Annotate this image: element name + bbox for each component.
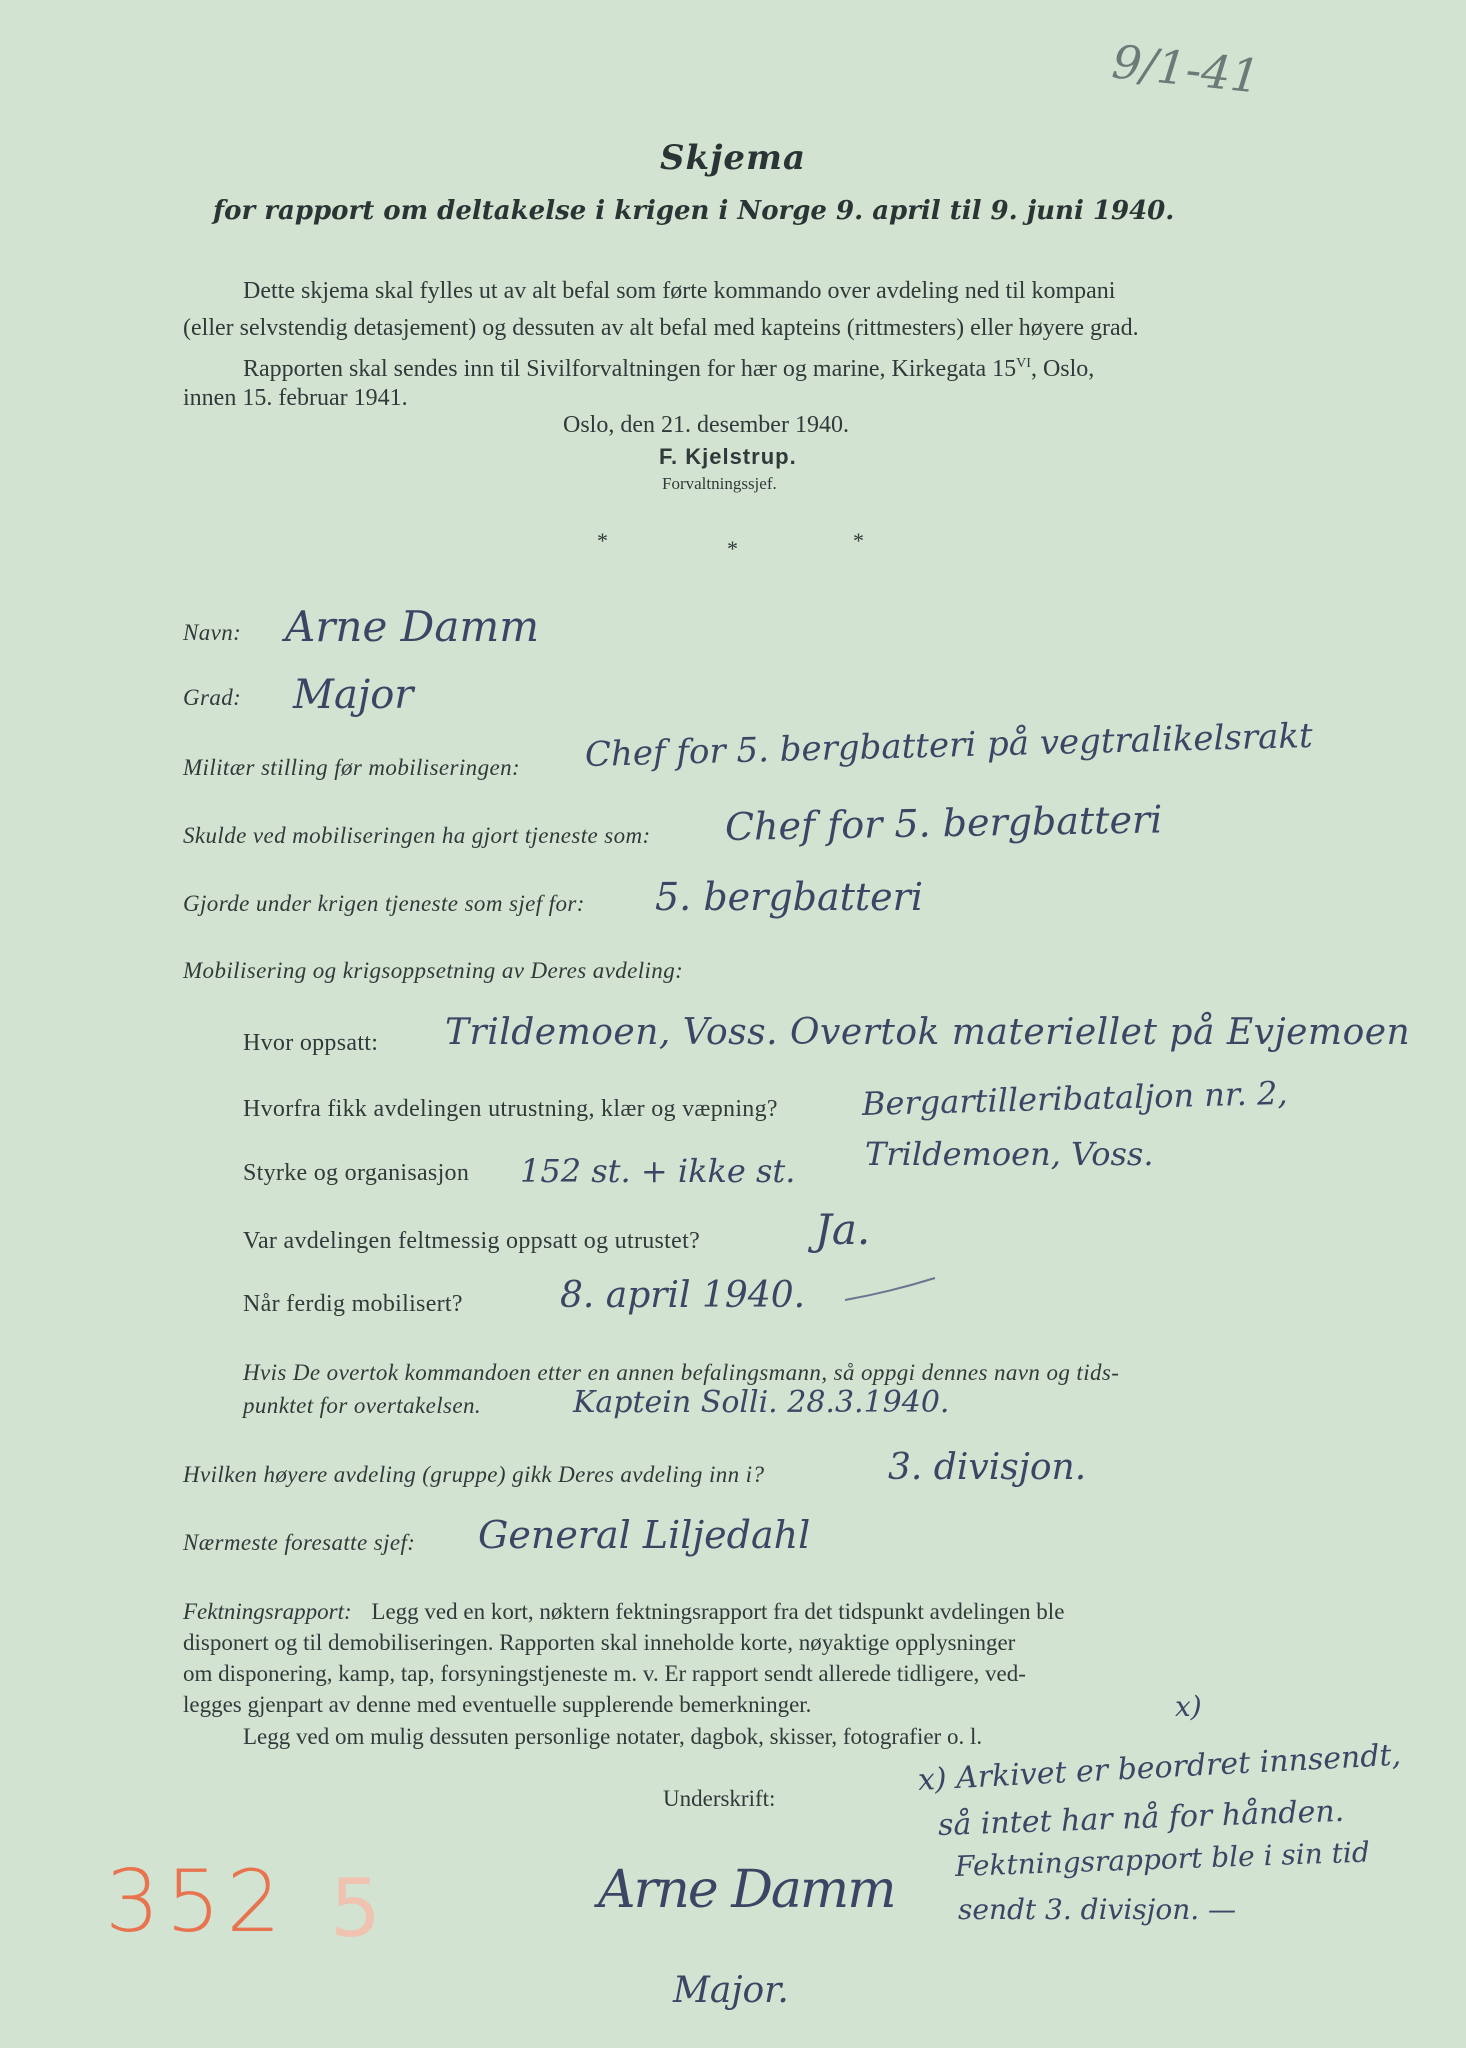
grad-value: Major [293, 672, 414, 718]
hvor-label: Hvor oppsatt: [243, 1030, 379, 1056]
intro-line-3-text: Rapporten skal sendes inn til Sivilforvaltningen for hær og marine, Kirkegata 15 [243, 356, 1017, 382]
styrke-label: Styrke og organisasjon [243, 1160, 470, 1186]
navn-label: Navn: [183, 620, 242, 645]
var-value: Ja. [815, 1205, 871, 1254]
fektning-line-1-text: Legg ved en kort, nøktern fektningsrapport fra det tidspunkt avdelingen ble [371, 1599, 1065, 1624]
form-title: Skjema [659, 138, 807, 178]
hvis-value: Kaptein Solli. 28.3.1940. [573, 1385, 950, 1420]
intro-signer: F. Kjelstrup. [659, 444, 797, 469]
mobilisering-heading: Mobilisering og krigsoppsetning av Deres avdeling: [183, 958, 684, 983]
naar-label: Når ferdig mobilisert? [243, 1291, 463, 1317]
intro-line-2: (eller selvstendig detasjement) og dessuten av alt befal med kapteins (rittmesters) eller høyere grad. [183, 315, 1139, 341]
fektning-line-1 [183, 1596, 1064, 1627]
fektning-label: Fektningsrapport: [183, 1599, 352, 1624]
intro-line-3-post: , Oslo, [1030, 356, 1095, 382]
intro-place-date: Oslo, den 21. desember 1940. [563, 412, 849, 438]
separator-star: * [853, 528, 864, 553]
intro-line-4: innen 15. februar 1941. [183, 385, 408, 411]
form-subtitle: for rapport om deltakelse i krigen i Norge 9. april til 9. juni 1940. [213, 196, 1175, 226]
signature-rank: Major. [673, 1970, 789, 2011]
fektning-line-5: Legg ved om mulig dessuten personlige notater, dagbok, skisser, fotografier o. l. [243, 1724, 983, 1749]
gjorde-value: 5. bergbatteri [655, 875, 923, 919]
separator-star: * [727, 536, 738, 561]
signature: Arne Damm [598, 1860, 895, 1920]
footnote-line-3: Fektningsrapport ble i sin tid [954, 1835, 1371, 1883]
hvorfra-value: Bergartilleribataljon nr. 2, [861, 1073, 1288, 1123]
naermeste-label: Nærmeste foresatte sjef: [183, 1530, 416, 1555]
footnote-line-4: sendt 3. divisjon. — [958, 1893, 1237, 1926]
intro-line-1: Dette skjema skal fylles ut av alt befal som førte kommando over avdeling ned til kompani [243, 278, 1116, 304]
naermeste-value: General Liljedahl [478, 1513, 811, 1557]
archive-note: 9/1-41 [1109, 34, 1263, 104]
separator-star: * [597, 528, 608, 553]
intro-line-3-sup: VI [1016, 356, 1031, 371]
militaer-value: Chef for 5. bergbatteri på vegtralikelsrakt [584, 715, 1314, 775]
fektning-line-4: legges gjenpart av denne med eventuelle supplerende bemerkninger. [183, 1692, 812, 1717]
underskrift-label: Underskrift: [663, 1786, 776, 1811]
fektning-mark: x) [1175, 1690, 1202, 1723]
fektning-line-2: disponert og til demobiliseringen. Rapporten skal inneholde korte, nøyaktige opplysninger [183, 1630, 1016, 1655]
hvilken-label: Hvilken høyere avdeling (gruppe) gikk Deres avdeling inn i? [183, 1462, 765, 1487]
hvorfra-label: Hvorfra fikk avdelingen utrustning, klær og væpning? [243, 1096, 778, 1122]
skulde-label: Skulde ved mobiliseringen ha gjort tjeneste som: [183, 823, 651, 848]
intro-signer-title: Forvaltningssjef. [662, 474, 777, 493]
naar-value: 8. april 1940. [560, 1275, 806, 1316]
page-number-stamp-shadow: 5 [330, 1862, 381, 1955]
var-label: Var avdelingen feltmessig oppsatt og utrustet? [243, 1228, 701, 1254]
gjorde-label: Gjorde under krigen tjeneste som sjef for: [183, 891, 585, 916]
hvis-line-1: Hvis De overtok kommandoen etter en annen befalingsmann, så oppgi dennes navn og tids- [243, 1360, 1120, 1385]
navn-value: Arne Damm [285, 602, 540, 651]
grad-label: Grad: [183, 685, 242, 710]
hvilken-value: 3. divisjon. [888, 1447, 1087, 1488]
skulde-value: Chef for 5. bergbatteri [724, 797, 1163, 849]
hvor-value: Trildemoen, Voss. Overtok materiellet på Evjemoen [445, 1012, 1411, 1053]
hvis-line-2: punktet for overtakelsen. [243, 1393, 482, 1418]
page-number-stamp: 352 [105, 1852, 288, 1952]
militaer-label: Militær stilling før mobiliseringen: [183, 755, 521, 780]
styrke-value: 152 st. + ikke st. [520, 1152, 796, 1190]
hvorfra-value-2: Trildemoen, Voss. [865, 1135, 1154, 1173]
pen-stroke [840, 1270, 950, 1310]
footnote-line-2: så intet har nå for hånden. [937, 1793, 1345, 1843]
footnote-line-1: x) Arkivet er beordret innsendt, [917, 1737, 1402, 1798]
fektning-line-3: om disponering, kamp, tap, forsyningstjeneste m. v. Er rapport sendt allerede tidligere, ved- [183, 1661, 1026, 1686]
